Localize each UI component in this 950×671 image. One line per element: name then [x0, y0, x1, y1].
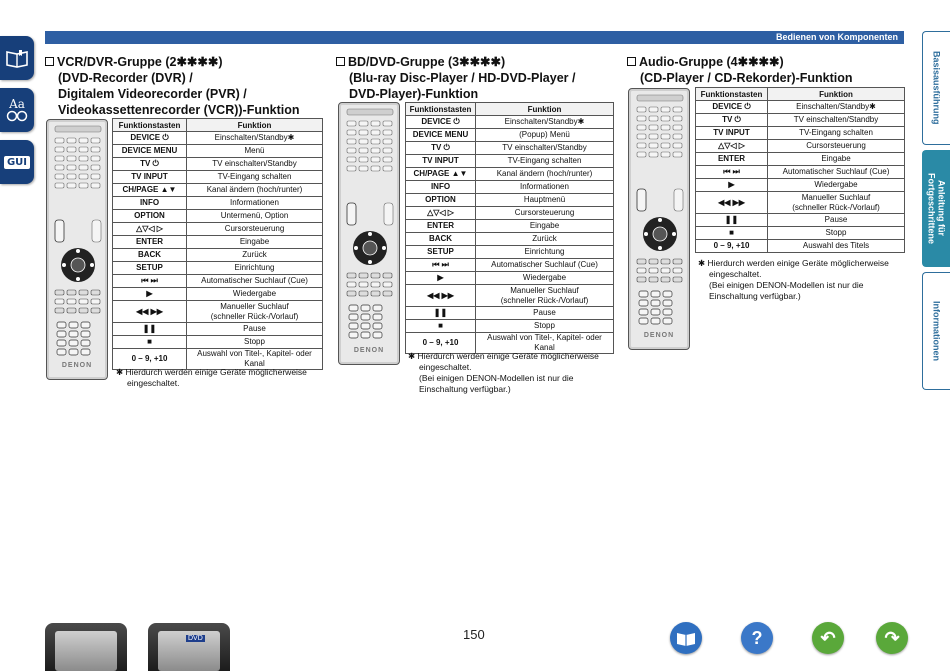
table-row	[406, 233, 614, 246]
audio-function-table	[695, 87, 905, 253]
function-description-cell	[768, 166, 905, 179]
table-row	[696, 227, 905, 240]
function-description-text: Kanal ändern (hoch/runter)	[496, 169, 593, 178]
vcr-title-line-3: Digitalem Videorecorder (PVR) /	[58, 87, 247, 101]
function-description-cell	[187, 223, 323, 236]
table-row	[696, 101, 905, 114]
function-description-text: Pause	[243, 324, 266, 333]
checkbox-bullet-icon	[45, 57, 54, 66]
function-description-text: Eingabe	[529, 221, 560, 230]
font-size-icon[interactable]	[0, 88, 34, 132]
function-description-text: Auswahl des Titels	[802, 241, 870, 250]
bd-note-line-1: ✱ Hierdurch werden einige Geräte möglicherweise	[408, 351, 599, 361]
function-key-cell: 0 – 9, +10	[113, 349, 187, 370]
function-key-cell: ◀◀ ▶▶	[113, 301, 187, 323]
function-description-cell	[476, 259, 614, 272]
table-row	[113, 275, 323, 288]
function-key-cell: TV ⏻	[113, 158, 187, 171]
function-key-cell: DEVICE MENU	[406, 129, 476, 142]
function-description-cell	[187, 158, 323, 171]
function-key-cell: 0 – 9, +10	[696, 240, 768, 253]
section-header-bar	[45, 31, 904, 44]
table-row	[113, 236, 323, 249]
function-description-cell	[768, 240, 905, 253]
function-description-cell	[476, 207, 614, 220]
function-description-cell	[476, 181, 614, 194]
function-description-text: Stopp	[244, 337, 265, 346]
function-description-text: Pause	[533, 308, 556, 317]
function-description-cell	[768, 140, 905, 153]
function-key-cell: ❚❚	[696, 214, 768, 227]
col-header-keys: Funktionstasten	[406, 103, 476, 116]
table-row	[696, 114, 905, 127]
table-row	[696, 192, 905, 214]
function-description-text: Einrichtung	[524, 247, 565, 256]
bd-note-line-3: (Bei einigen DENON-Modellen ist nur die	[419, 373, 574, 383]
function-description-cell	[476, 233, 614, 246]
function-description-text: Kanal ändern (hoch/runter)	[206, 185, 303, 194]
table-row	[406, 259, 614, 272]
function-description-cell	[187, 171, 323, 184]
table-row	[406, 220, 614, 233]
function-description-cell	[476, 307, 614, 320]
page-number: 150	[463, 627, 485, 642]
function-key-cell: ◀◀ ▶▶	[696, 192, 768, 214]
function-description-cell	[476, 272, 614, 285]
function-key-cell: ■	[406, 320, 476, 333]
function-description-text: Wiedergabe	[522, 273, 567, 282]
receiver-face-image	[55, 631, 117, 671]
function-key-cell: DEVICE ⏻	[113, 132, 187, 145]
function-description-text: Zurück	[242, 250, 267, 259]
remote-control-image-bd	[338, 102, 400, 365]
table-row	[406, 246, 614, 259]
bd-title-line-1: BD/DVD-Gruppe (3✱✱✱✱)	[348, 55, 506, 69]
vcr-note-line-1: ✱ Hierdurch werden einige Geräte möglicherweise	[116, 367, 307, 377]
function-description-text: Einrichtung	[234, 263, 275, 272]
function-description-text: Auswahl von Titel-, Kapitel- oder Kanal	[487, 333, 602, 352]
function-key-cell: ▶	[113, 288, 187, 301]
help-button[interactable]	[741, 622, 773, 654]
function-key-cell: TV INPUT	[696, 127, 768, 140]
function-description-text: Manueller Suchlauf	[220, 301, 289, 311]
remote-brand: DENON	[643, 332, 675, 339]
remote-control-image-audio	[628, 88, 690, 350]
function-description-text: Menü	[244, 146, 265, 155]
table-row	[113, 223, 323, 236]
vcr-footnote	[116, 367, 323, 389]
function-description-text: Eingabe	[239, 237, 270, 246]
function-key-cell: BACK	[113, 249, 187, 262]
function-description-cell	[187, 249, 323, 262]
function-description-cell	[768, 179, 905, 192]
function-key-cell: ⏮ ⏭	[406, 259, 476, 272]
tab-anleitung-fortgeschrittene[interactable]	[922, 150, 950, 267]
function-description-cell	[187, 236, 323, 249]
function-description-text: TV-Eingang schalten	[799, 128, 873, 137]
table-row	[113, 336, 323, 349]
col-header-function: Funktion	[187, 119, 323, 132]
forward-arrow-icon: ↷	[884, 627, 900, 648]
aa-label: Aa	[9, 97, 25, 111]
function-key-cell: △▽◁ ▷	[113, 223, 187, 236]
function-key-cell: ■	[696, 227, 768, 240]
back-arrow-icon: ↶	[820, 627, 836, 648]
table-row	[696, 214, 905, 227]
table-row	[406, 116, 614, 129]
table-row	[113, 262, 323, 275]
function-description-cell	[768, 214, 905, 227]
function-description-text: Stopp	[534, 321, 555, 330]
function-description-text: Informationen	[520, 182, 569, 191]
function-key-cell: DEVICE MENU	[113, 145, 187, 158]
function-key-cell: DEVICE ⏻	[406, 116, 476, 129]
table-row	[406, 181, 614, 194]
function-description-cell	[768, 127, 905, 140]
table-row	[113, 249, 323, 262]
function-description-cell	[476, 285, 614, 307]
function-key-cell: OPTION	[113, 210, 187, 223]
function-description-text: Automatischer Suchlauf (Cue)	[491, 260, 598, 269]
function-description-text: Einschalten/Standby✱	[504, 117, 585, 126]
function-description-text-2: (schneller Rück-/Vorlauf)	[210, 311, 299, 321]
bd-footnote	[408, 351, 612, 395]
function-key-cell: INFO	[406, 181, 476, 194]
function-key-cell: ❚❚	[113, 323, 187, 336]
function-key-cell: ◀◀ ▶▶	[406, 285, 476, 307]
function-description-cell	[187, 336, 323, 349]
vcr-section-title	[45, 54, 299, 118]
audio-note-line-3: (Bei einigen DENON-Modellen ist nur die	[709, 280, 864, 290]
table-row	[406, 142, 614, 155]
function-key-cell: ⏮ ⏭	[696, 166, 768, 179]
table-row	[406, 285, 614, 307]
question-mark-icon: ?	[751, 627, 763, 648]
function-description-text: Manueller Suchlauf	[801, 192, 871, 202]
function-description-text: Cursorsteuerung	[514, 208, 575, 217]
function-description-text: Automatischer Suchlauf (Cue)	[201, 276, 308, 285]
audio-note-line-1: ✱ Hierdurch werden einige Geräte möglicherweise	[698, 258, 889, 268]
function-key-cell: CH/PAGE ▲▼	[406, 168, 476, 181]
table-row	[406, 320, 614, 333]
function-description-text: Automatischer Suchlauf (Cue)	[782, 167, 890, 176]
glasses-icon	[6, 110, 28, 122]
function-key-cell: 0 – 9, +10	[406, 333, 476, 354]
receiver-thumbnail[interactable]	[45, 623, 127, 671]
book-icon[interactable]	[0, 36, 34, 80]
function-description-cell	[187, 145, 323, 158]
function-description-cell	[476, 194, 614, 207]
function-key-cell: ▶	[696, 179, 768, 192]
function-description-text: Cursorsteuerung	[224, 224, 285, 233]
remote-brand: DENON	[353, 347, 385, 354]
function-description-cell	[187, 301, 323, 323]
function-key-cell: ⏮ ⏭	[113, 275, 187, 288]
audio-title-line-1: Audio-Gruppe (4✱✱✱✱)	[639, 55, 784, 69]
book-icon	[676, 630, 696, 646]
function-description-text-2: (schneller Rück-/Vorlauf)	[792, 202, 880, 212]
function-description-text: Pause	[824, 215, 848, 224]
function-key-cell: TV INPUT	[406, 155, 476, 168]
bd-note-line-2: eingeschaltet.	[419, 362, 472, 372]
bd-note-line-4: Einschaltung verfügbar.)	[419, 384, 511, 394]
function-description-text: Auswahl von Titel-, Kapitel- oder Kanal	[197, 349, 312, 368]
function-key-cell: △▽◁ ▷	[406, 207, 476, 220]
forward-button[interactable]	[876, 622, 908, 654]
vcr-note-line-2: eingeschaltet.	[127, 378, 180, 388]
col-header-function: Funktion	[768, 88, 905, 101]
function-description-text: Manueller Suchlauf	[510, 285, 579, 295]
bd-title-line-2: (Blu-ray Disc-Player / HD-DVD-Player /	[349, 71, 576, 85]
function-key-cell: △▽◁ ▷	[696, 140, 768, 153]
contents-book-button[interactable]	[670, 622, 702, 654]
table-row	[113, 145, 323, 158]
tab-informationen-label: Informationen	[931, 301, 942, 361]
table-row	[406, 168, 614, 181]
checkbox-bullet-icon	[336, 57, 345, 66]
function-description-text: Zurück	[532, 234, 557, 243]
function-key-cell: CH/PAGE ▲▼	[113, 184, 187, 197]
function-key-cell: SETUP	[113, 262, 187, 275]
audio-title-line-2: (CD-Player / CD-Rekorder)-Funktion	[640, 71, 853, 85]
function-description-text: Einschalten/Standby✱	[214, 133, 295, 142]
dvd-logo: DVD	[188, 635, 203, 642]
function-description-text: (Popup) Menü	[519, 130, 570, 139]
table-row	[406, 272, 614, 285]
function-description-cell	[768, 101, 905, 114]
function-description-cell	[187, 288, 323, 301]
function-description-text: Informationen	[230, 198, 279, 207]
vcr-title-line-1: VCR/DVR-Gruppe (2✱✱✱✱)	[57, 55, 223, 69]
table-row	[113, 171, 323, 184]
function-description-text: Wiedergabe	[232, 289, 277, 298]
table-row	[406, 307, 614, 320]
table-row	[406, 207, 614, 220]
dvd-player-thumbnail[interactable]	[148, 623, 230, 671]
vcr-title-line-4: Videokassettenrecorder (VCR))-Funktion	[58, 103, 300, 117]
vcr-title-line-2: (DVD-Recorder (DVR) /	[58, 71, 193, 85]
function-key-cell: OPTION	[406, 194, 476, 207]
function-key-cell: ENTER	[696, 153, 768, 166]
table-row	[696, 153, 905, 166]
function-description-cell	[476, 320, 614, 333]
vcr-function-table	[112, 118, 323, 370]
table-row	[406, 194, 614, 207]
function-key-cell: TV ⏻	[406, 142, 476, 155]
table-row	[696, 127, 905, 140]
table-row	[113, 288, 323, 301]
function-description-cell	[476, 220, 614, 233]
function-description-text: TV-Eingang schalten	[507, 156, 582, 165]
function-description-text: TV einschalten/Standby	[793, 115, 879, 124]
table-row	[113, 184, 323, 197]
function-description-cell	[187, 262, 323, 275]
table-row	[113, 210, 323, 223]
function-key-cell: BACK	[406, 233, 476, 246]
remote-brand: DENON	[61, 362, 93, 369]
table-row	[113, 301, 323, 323]
function-description-cell	[768, 227, 905, 240]
table-row	[113, 158, 323, 171]
col-header-keys: Funktionstasten	[696, 88, 768, 101]
audio-note-line-2: eingeschaltet.	[709, 269, 762, 279]
table-row	[696, 140, 905, 153]
table-row	[696, 166, 905, 179]
function-key-cell: ENTER	[113, 236, 187, 249]
tab-anleitung-label: Anleitung für Fortgeschrittene	[926, 172, 947, 244]
function-description-text: Hauptmenü	[523, 195, 566, 204]
function-description-text: Stopp	[825, 228, 847, 237]
function-description-text: Einschalten/Standby✱	[796, 102, 876, 111]
checkbox-bullet-icon	[627, 57, 636, 66]
function-description-text-2: (schneller Rück-/Vorlauf)	[500, 295, 589, 305]
function-description-text: Eingabe	[821, 154, 851, 163]
function-key-cell: TV INPUT	[113, 171, 187, 184]
function-description-cell	[476, 155, 614, 168]
audio-note-line-4: Einschaltung verfügbar.)	[709, 291, 801, 301]
function-description-cell	[187, 132, 323, 145]
bd-section-title	[336, 54, 575, 102]
function-description-cell	[187, 323, 323, 336]
table-row	[406, 155, 614, 168]
table-row	[113, 197, 323, 210]
function-description-text: TV-Eingang schalten	[217, 172, 292, 181]
gui-icon[interactable]	[0, 140, 34, 184]
function-description-cell	[768, 153, 905, 166]
function-key-cell: ENTER	[406, 220, 476, 233]
function-description-cell	[476, 142, 614, 155]
function-description-cell	[476, 168, 614, 181]
back-button[interactable]	[812, 622, 844, 654]
table-row	[696, 240, 905, 253]
table-row	[406, 129, 614, 142]
col-header-function: Funktion	[476, 103, 614, 116]
gui-label: GUI	[4, 156, 30, 169]
function-description-cell	[476, 129, 614, 142]
remote-control-image-vcr	[46, 119, 108, 380]
table-row	[696, 179, 905, 192]
audio-section-title	[627, 54, 853, 86]
function-key-cell: ▶	[406, 272, 476, 285]
function-description-cell	[187, 210, 323, 223]
tab-basisausfuehrung-label: Basisausführung	[931, 51, 942, 125]
function-description-cell	[187, 275, 323, 288]
function-description-text: TV einschalten/Standby	[212, 159, 297, 168]
table-row	[113, 132, 323, 145]
table-row	[113, 323, 323, 336]
function-description-text: Wiedergabe	[814, 180, 858, 189]
function-description-cell	[187, 197, 323, 210]
function-description-cell	[187, 184, 323, 197]
function-key-cell: DEVICE ⏻	[696, 101, 768, 114]
function-key-cell: ❚❚	[406, 307, 476, 320]
function-key-cell: ■	[113, 336, 187, 349]
audio-footnote	[698, 258, 903, 302]
bd-function-table	[405, 102, 614, 354]
function-description-text: Untermenü, Option	[220, 211, 289, 220]
function-description-text: TV einschalten/Standby	[502, 143, 587, 152]
tab-informationen[interactable]	[922, 272, 950, 390]
function-description-cell	[476, 246, 614, 259]
col-header-keys: Funktionstasten	[113, 119, 187, 132]
function-description-cell	[476, 116, 614, 129]
section-header-title: Bedienen von Komponenten	[775, 32, 898, 42]
function-description-cell	[768, 114, 905, 127]
tab-basisausfuehrung[interactable]	[922, 31, 950, 145]
function-description-text: Cursorsteuerung	[806, 141, 866, 150]
function-key-cell: TV ⏻	[696, 114, 768, 127]
function-key-cell: SETUP	[406, 246, 476, 259]
function-description-cell	[768, 192, 905, 214]
function-key-cell: INFO	[113, 197, 187, 210]
bd-title-line-3: DVD-Player)-Funktion	[349, 87, 479, 101]
